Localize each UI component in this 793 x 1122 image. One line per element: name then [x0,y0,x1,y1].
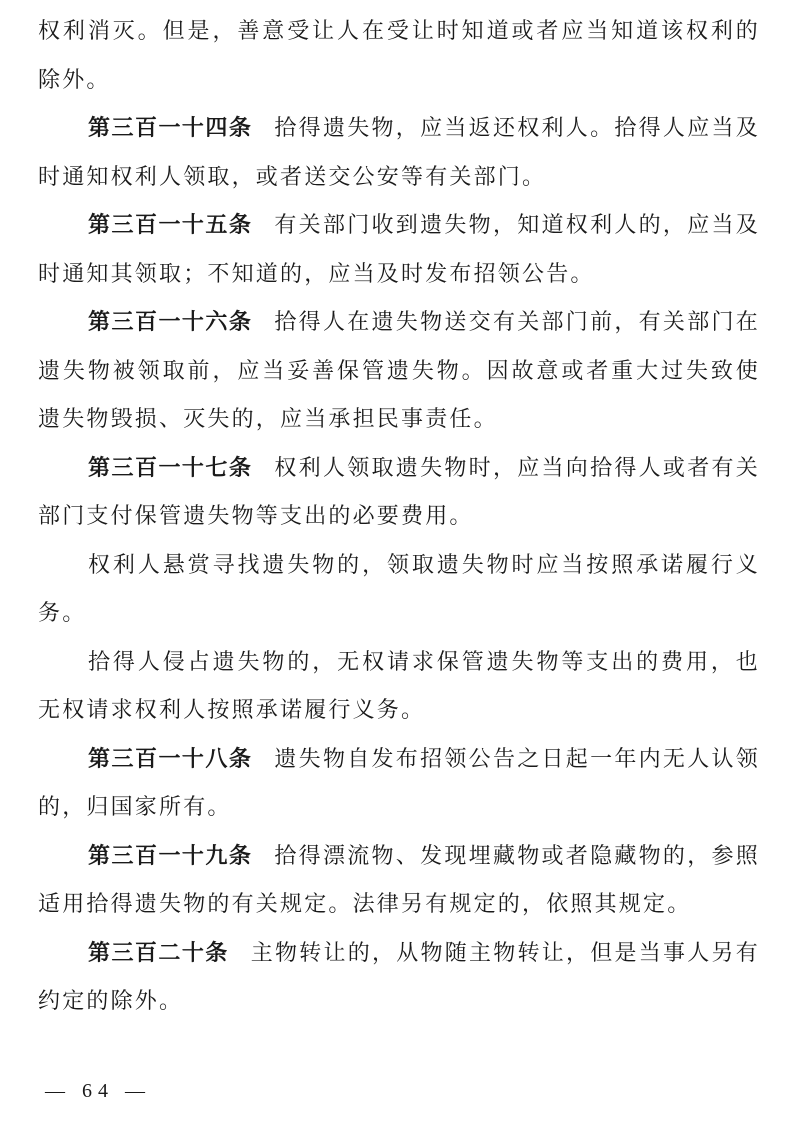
article-number: 第三百一十六条 [88,310,253,335]
paragraph-text: 权利消灭。但是，善意受让人在受让时知道或者应当知道该权利的除外。 [38,19,760,93]
article-number: 第三百一十四条 [88,116,253,141]
document-page [38,8,760,1027]
page-number: — 64 — [45,1080,151,1102]
article-317-para-3 [38,639,760,736]
article-314 [38,105,760,202]
article-number: 第三百一十八条 [88,746,253,772]
article-320 [38,930,760,1027]
article-319 [38,833,760,930]
article-317-para-2 [38,542,760,639]
article-318 [38,736,760,833]
article-317 [38,445,760,542]
article-number: 第三百一十九条 [88,843,253,869]
article-number: 第三百一十七条 [88,455,253,481]
article-315 [38,202,760,299]
article-text: 拾得人在遗失物送交有关部门前，有关部门在遗失物被领取前，应当妥善保管遗失物。因故意或者重大过失致使遗失物毁损、灭失的，应当承担民事责任。 [38,310,760,432]
article-316 [38,299,760,445]
article-text: 拾得遗失物，应当返还权利人。拾得人应当及时通知权利人领取，或者送交公安等有关部门。 [38,116,760,190]
article-text: 权利人领取遗失物时，应当向拾得人或者有关部门支付保管遗失物等支出的必要费用。 [38,455,760,529]
article-number: 第三百二十条 [88,940,229,966]
paragraph-text: 拾得人侵占遗失物的，无权请求保管遗失物等支出的费用，也无权请求权利人按照承诺履行义务。 [38,649,760,723]
article-number: 第三百一十五条 [88,213,253,238]
paragraph-text: 权利人悬赏寻找遗失物的，领取遗失物时应当按照承诺履行义务。 [38,552,760,626]
article-text: 主物转让的，从物随主物转让，但是当事人另有约定的除外。 [38,940,761,1014]
paragraph-continued [38,8,760,105]
article-text: 拾得漂流物、发现埋藏物或者隐藏物的，参照适用拾得遗失物的有关规定。法律另有规定的，依照其规定。 [38,843,760,917]
article-text: 遗失物自发布招领公告之日起一年内无人认领的，归国家所有。 [38,746,760,820]
article-text: 有关部门收到遗失物，知道权利人的，应当及时通知其领取；不知道的，应当及时发布招领公告。 [38,213,760,287]
